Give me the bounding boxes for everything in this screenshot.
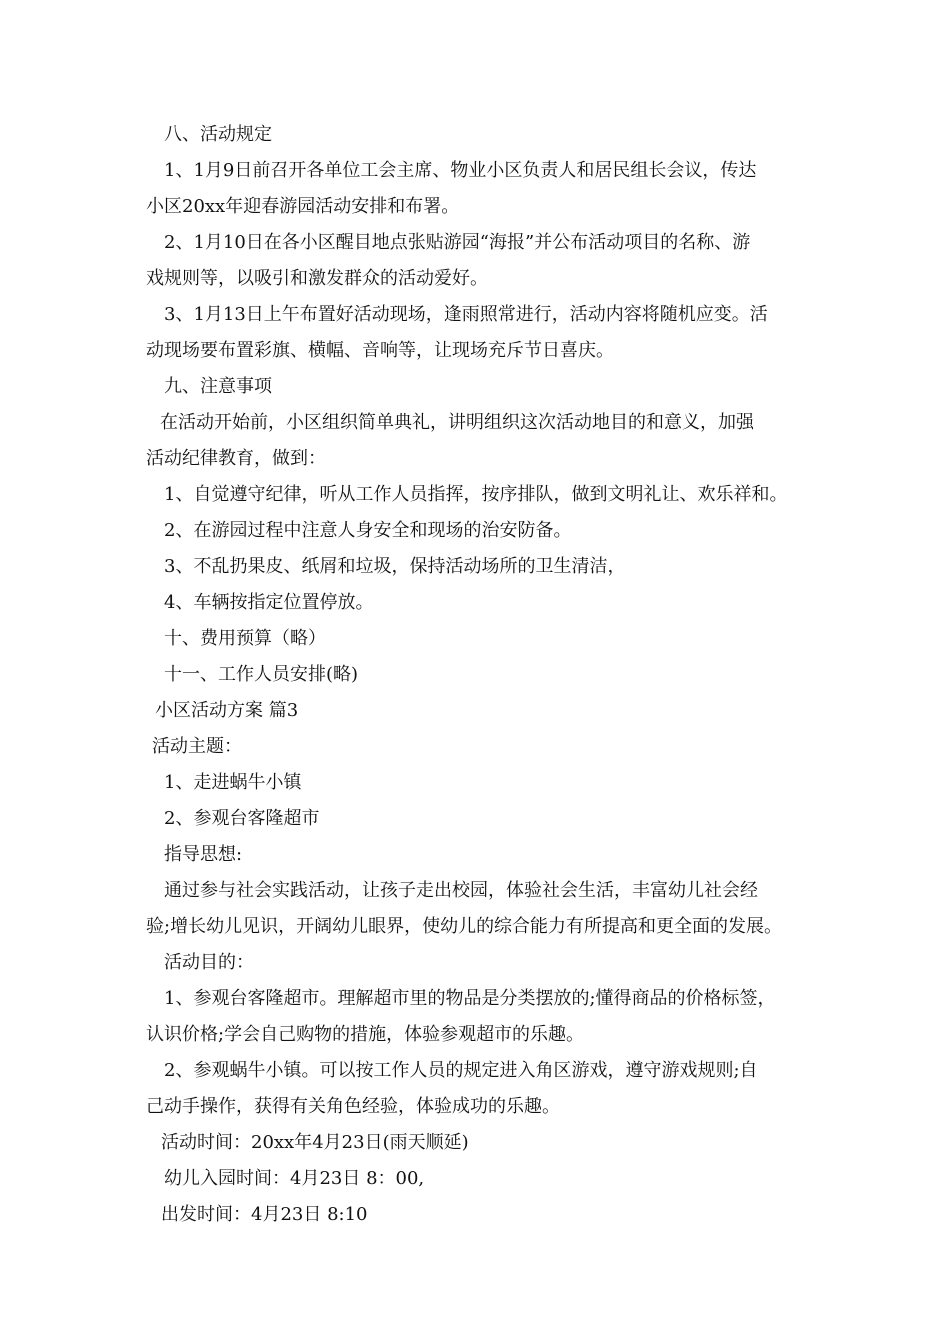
list-item: 2、参观蜗牛小镇。可以按工作人员的规定进入角区游戏，遵守游戏规则;自 [164,1060,758,1081]
subheading-guiding-idea: 指导思想: [164,844,243,865]
document-body [146,117,826,1233]
list-item: 1、走进蜗牛小镇 [164,772,302,793]
paragraph-line: 小区20xx年迎春游园活动安排和布署。 [146,196,460,217]
subheading-purpose: 活动目的： [164,952,254,973]
paragraph-line: 1、1月9日前召开各单位工会主席、物业小区负责人和居民组长会议，传达 [164,160,757,181]
section-heading-notes: 九、注意事项 [164,376,272,397]
section-title-plan-3: 小区活动方案 篇3 [155,700,299,721]
list-item: 2、参观台客隆超市 [164,808,320,829]
section-heading-budget: 十、费用预算（略） [164,628,326,649]
paragraph-line: 活动纪律教育，做到： [146,448,326,469]
list-item: 2、在游园过程中注意人身安全和现场的治安防备。 [164,520,572,541]
paragraph-line: 2、1月10日在各小区醒目地点张贴游园“海报”并公布活动项目的名称、游 [164,232,751,253]
section-heading-staff: 十一、工作人员安排(略) [164,664,359,685]
list-item: 3、不乱扔果皮、纸屑和垃圾，保持活动场所的卫生清洁， [164,556,626,577]
paragraph-line: 在活动开始前，小区组织简单典礼，讲明组织这次活动地目的和意义，加强 [160,412,754,433]
section-heading-activity-rules: 八、活动规定 [164,124,272,145]
arrival-time: 幼儿入园时间：4月23日 8：00, [164,1168,425,1189]
paragraph-line: 通过参与社会实践活动，让孩子走出校园，体验社会生活，丰富幼儿社会经 [164,880,758,901]
paragraph-line: 3、1月13日上午布置好活动现场，逢雨照常进行，活动内容将随机应变。活 [164,304,768,325]
activity-time: 活动时间：20xx年4月23日(雨天顺延) [161,1132,469,1153]
subheading-theme: 活动主题： [152,736,242,757]
list-item: 1、自觉遵守纪律，听从工作人员指挥，按序排队，做到文明礼让、欢乐祥和。 [164,484,788,505]
list-item: 1、参观台客隆超市。理解超市里的物品是分类摆放的;懂得商品的价格标签， [164,988,776,1009]
paragraph-line: 验;增长幼儿见识，开阔幼儿眼界，使幼儿的综合能力有所提高和更全面的发展。 [146,916,783,937]
paragraph-line: 戏规则等，以吸引和激发群众的活动爱好。 [146,268,488,289]
departure-time: 出发时间：4月23日 8:10 [161,1204,368,1225]
paragraph-line: 动现场要布置彩旗、横幅、音响等，让现场充斥节日喜庆。 [146,340,614,361]
list-item: 4、车辆按指定位置停放。 [164,592,374,613]
paragraph-line: 认识价格;学会自己购物的措施，体验参观超市的乐趣。 [146,1024,585,1045]
paragraph-line: 己动手操作，获得有关角色经验，体验成功的乐趣。 [146,1096,560,1117]
